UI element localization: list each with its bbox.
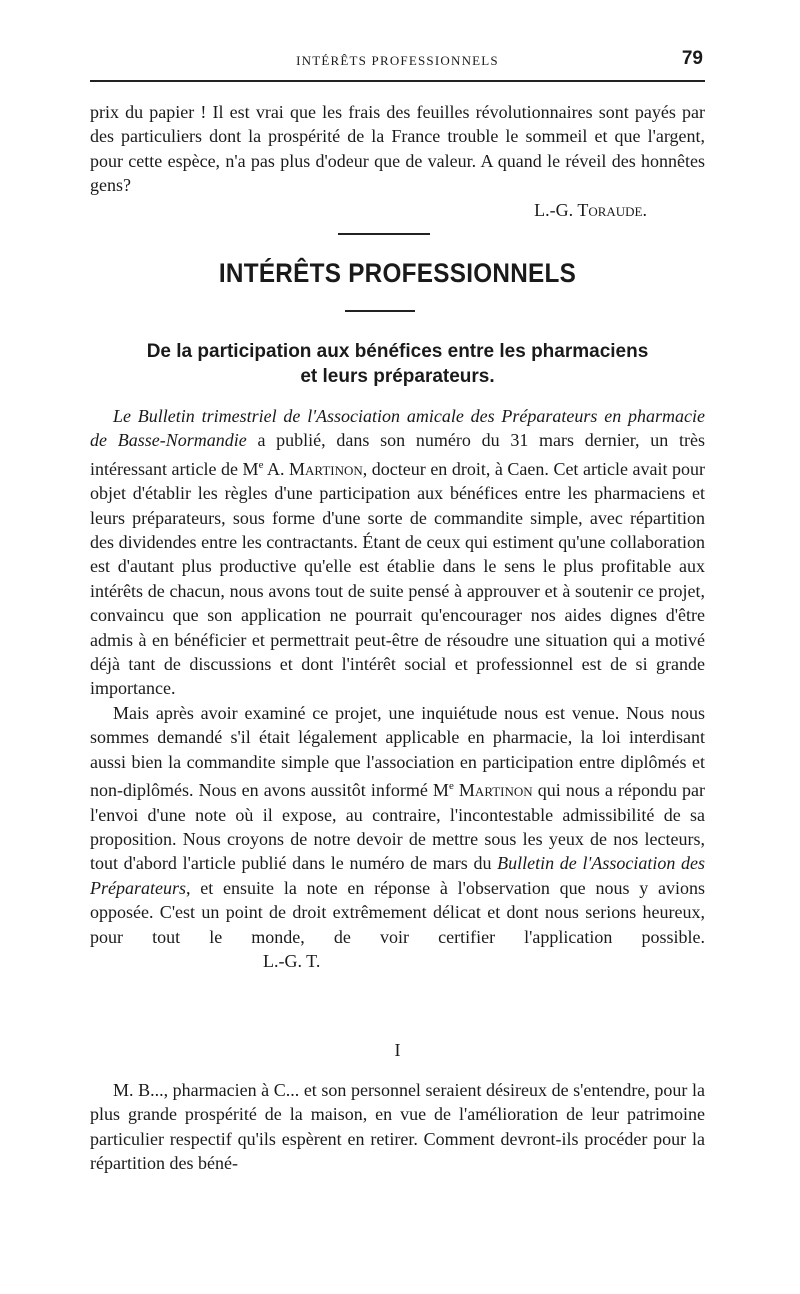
article-body xyxy=(90,404,705,973)
article-paragraph-2 xyxy=(90,701,705,973)
article-signature: L.-G. T. xyxy=(263,950,321,971)
p2-text-c: , et ensuite la note en réponse à l'observation que nous y avions opposée. C'est un point de droit extrêmement délicat et dont nous serions heureux, pour tout le monde, de voir certifier l'application possible. xyxy=(90,877,705,947)
header-rule xyxy=(90,80,705,82)
p2-text-a: Mais après avoir examiné ce projet, une inquiétude nous est venue. Nous nous sommes demandé s'il était légalement applicable en pharmacie, la loi interdisant aussi bien la commandite simple que l'association en participation entre diplômés et non-diplômés. Nous en avons aussitôt informé M xyxy=(90,702,705,801)
page-number: 79 xyxy=(681,48,703,69)
article-title xyxy=(90,339,705,389)
bulletin-citation: Le Bulletin trimestriel de l'Association amicale des Préparateurs en pharmacie de Basse-Normandie xyxy=(90,406,705,451)
separator-rule xyxy=(338,233,430,235)
article-title-line-1: De la participation aux bénéfices entre les pharmaciens xyxy=(146,341,649,362)
section-title: INTÉRÊTS PROFESSIONNELS xyxy=(218,258,577,288)
title-rule xyxy=(345,310,415,312)
previous-article-text: prix du papier ! Il est vrai que les frais des feuilles révolutionnaires sont payés par des particuliers dont la prospérité de la France trouble le sommeil et que l'argent, pour cette espèce, n'a pas plus d'odeur que de valeur. A quand le réveil des honnêtes gens? xyxy=(90,102,705,196)
p2-author-name: Martinon xyxy=(453,780,533,801)
part-numeral: I xyxy=(394,1040,401,1060)
bulletin-citation-2: Bulletin de l'Association des Préparateurs xyxy=(90,853,705,898)
previous-article-signature: L.-G. Toraude. xyxy=(534,199,647,220)
p2-text-b: qui nous a répondu par l'envoi d'une note où il expose, au contraire, l'incontestable admissibilité de sa proposition. Nous croyons de notre devoir de mettre sous les yeux de nos lecteurs, tout d'abord l'article publié dans le numéro de mars du xyxy=(90,780,706,874)
p1-title-sup: e xyxy=(258,458,264,471)
p1-author-name: A. Martinon xyxy=(263,458,363,479)
previous-article xyxy=(90,100,705,222)
running-head xyxy=(90,50,705,72)
running-title: INTÉRÊTS PROFESSIONNELS xyxy=(296,53,499,68)
p1-text-b: , docteur en droit, à Caen. Cet article avait pour objet d'établir les règles d'une participation aux bénéfices entre les pharmaciens et leurs préparateurs, sous forme d'une sorte de commandite simple, avec répartition des dividendes entre les contractants. Étant de ceux qui estiment qu'une collaboration est d'autant plus productive qu'elle est établie dans le sens le plus profitable aux intérêts de chacun, nous avons tout de suite pensé à approuver et à soutenir ce projet, convaincu que son application ne pourrait qu'encourager nos aides dignes d'être admis à en bénéficier et permettrait peut-être de résoudre une situation qui a motivé déjà tant de discussions et dont l'intérêt social et professionnel est de si grande importance. xyxy=(90,458,705,699)
article-paragraph-1 xyxy=(90,404,705,701)
p2-title-sup: e xyxy=(448,780,454,793)
p1-text-a: a publié, dans son numéro du 31 mars dernier, un très intéressant article de M xyxy=(90,430,705,479)
article-title-line-2: et leurs préparateurs. xyxy=(300,366,495,387)
part-1-paragraph: M. B..., pharmacien à C... et son personnel seraient désireux de s'entendre, pour la plus grande prospérité de la maison, en vue de l'amélioration de leur patrimoine particulier respectif qu'ils espèrent en retirer. Comment devront-ils procéder pour la répartition des béné- xyxy=(90,1080,705,1174)
part-1 xyxy=(90,1078,705,1176)
